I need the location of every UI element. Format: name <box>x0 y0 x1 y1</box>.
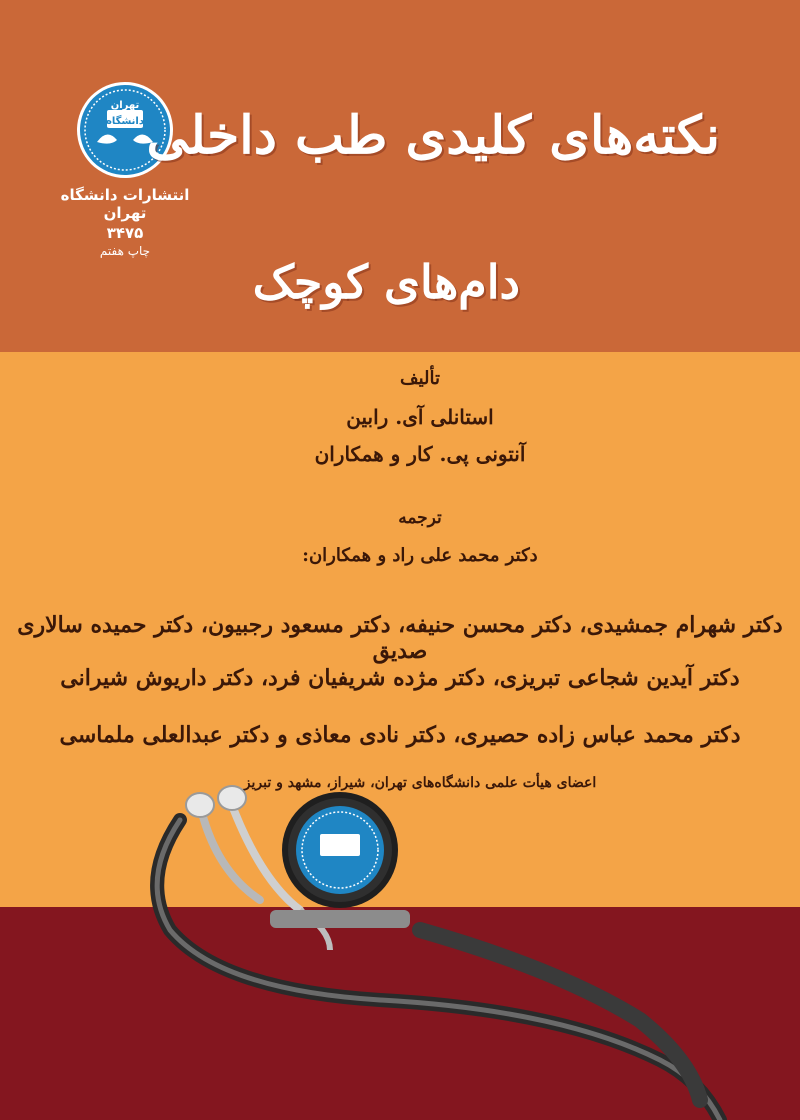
stethoscope-icon <box>0 760 800 1120</box>
translator-label: ترجمه <box>398 508 442 528</box>
translators-line-2: دکتر آیدین شجاعی تبریزی، دکتر مژده شریفیان فرد، دکتر داریوش شیرانی <box>60 665 740 691</box>
translators-line-1: دکتر شهرام جمشیدی، دکتر محسن حنیفه، دکتر مسعود رجبیون، دکتر حمیده سالاری صدیق <box>17 612 783 664</box>
author-1: استانلی آی. رابین <box>346 405 494 429</box>
translators-affiliation: اعضای هیأت علمی دانشگاه‌های تهران، شیراز، مشهد و تبریز <box>243 775 597 791</box>
book-title-line1: نکته‌های کلیدی طب داخلی <box>146 105 720 166</box>
book-title-line2: دام‌های کوچک <box>252 255 520 309</box>
publication-number: ۳۴۷۵ <box>106 224 144 242</box>
logo-text-top: تهران <box>110 100 140 111</box>
author-2: آنتونی پی. کار و همکاران <box>314 442 526 466</box>
publisher-name: انتشارات دانشگاه تهران <box>60 186 190 222</box>
logo-text-main: دانشگاه <box>106 116 144 127</box>
translator-lead: دکتر محمد علی راد و همکاران: <box>302 545 538 566</box>
edition: چاپ هفتم <box>99 244 151 258</box>
translators-line-3: دکتر محمد عباس زاده حصیری، دکتر نادی معاذی و دکتر عبدالعلی ملماسی <box>59 722 741 748</box>
author-label: تألیف <box>399 368 441 389</box>
